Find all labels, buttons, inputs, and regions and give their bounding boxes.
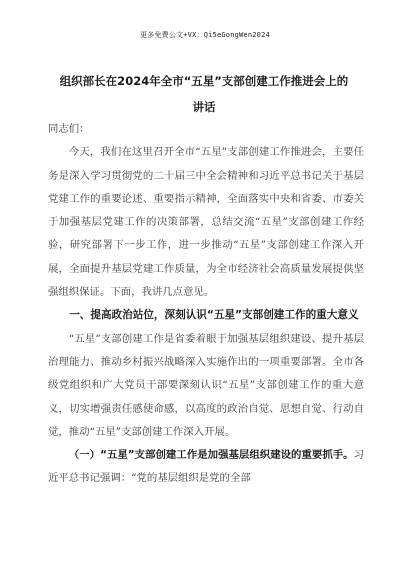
document-body: [48, 118, 364, 491]
header-watermark-note: 更多免费公文+VX：Qi5eGongWen2024: [140, 31, 270, 39]
section-heading-1: 一、提高政治站位，深刻认识“五星”支部创建工作的重大意义: [69, 309, 359, 322]
salutation: 同志们：: [48, 123, 90, 135]
title-line-2: 讲话: [192, 100, 216, 114]
subsection-text-1: 习近平总书记强调：“党的基层组织是党的全部: [48, 449, 364, 485]
subsection-heading-1: （一）“五星”支部创建工作是加强基层组织建设的重要抓手。: [68, 449, 354, 462]
paragraph-opening: 今天，我们在这里召开全市“五星”支部创建工作推进会，主要任务是深入学习贯彻党的二十届三中全会精神和习近平总书记关于基层党建工作的重要论述、重要指示精神，全面落实中央和省委、市委关于加强基层党建工作的决策部署，总结交流“五星”支部创建工作经验，研究部署下一步工作，进一步推动“五星”支部创建工作深入开展，全面提升基层党建工作质量，为全市经济社会高质量发展提供坚强组织保证。下面，我讲几点意见。: [48, 146, 364, 299]
title-line-1: 组织部长在2024年全市“五星”支部创建工作推进会上的: [59, 74, 349, 88]
paragraph-subsection-1: [48, 444, 364, 491]
document-title: [48, 68, 360, 120]
paragraph-significance: “五星”支部创建工作是省委着眼于加强基层组织建设、提升基层治理能力、推动乡村振兴战略深入实施作出的一项重要部署。全市各级党组织和广大党员干部要深刻认识“五星”支部创建工作的重大意义，切实增强责任感使命感，以高度的政治自觉、思想自觉、行动自觉，推动“五星”支部创建工作深入开展。: [48, 332, 364, 438]
